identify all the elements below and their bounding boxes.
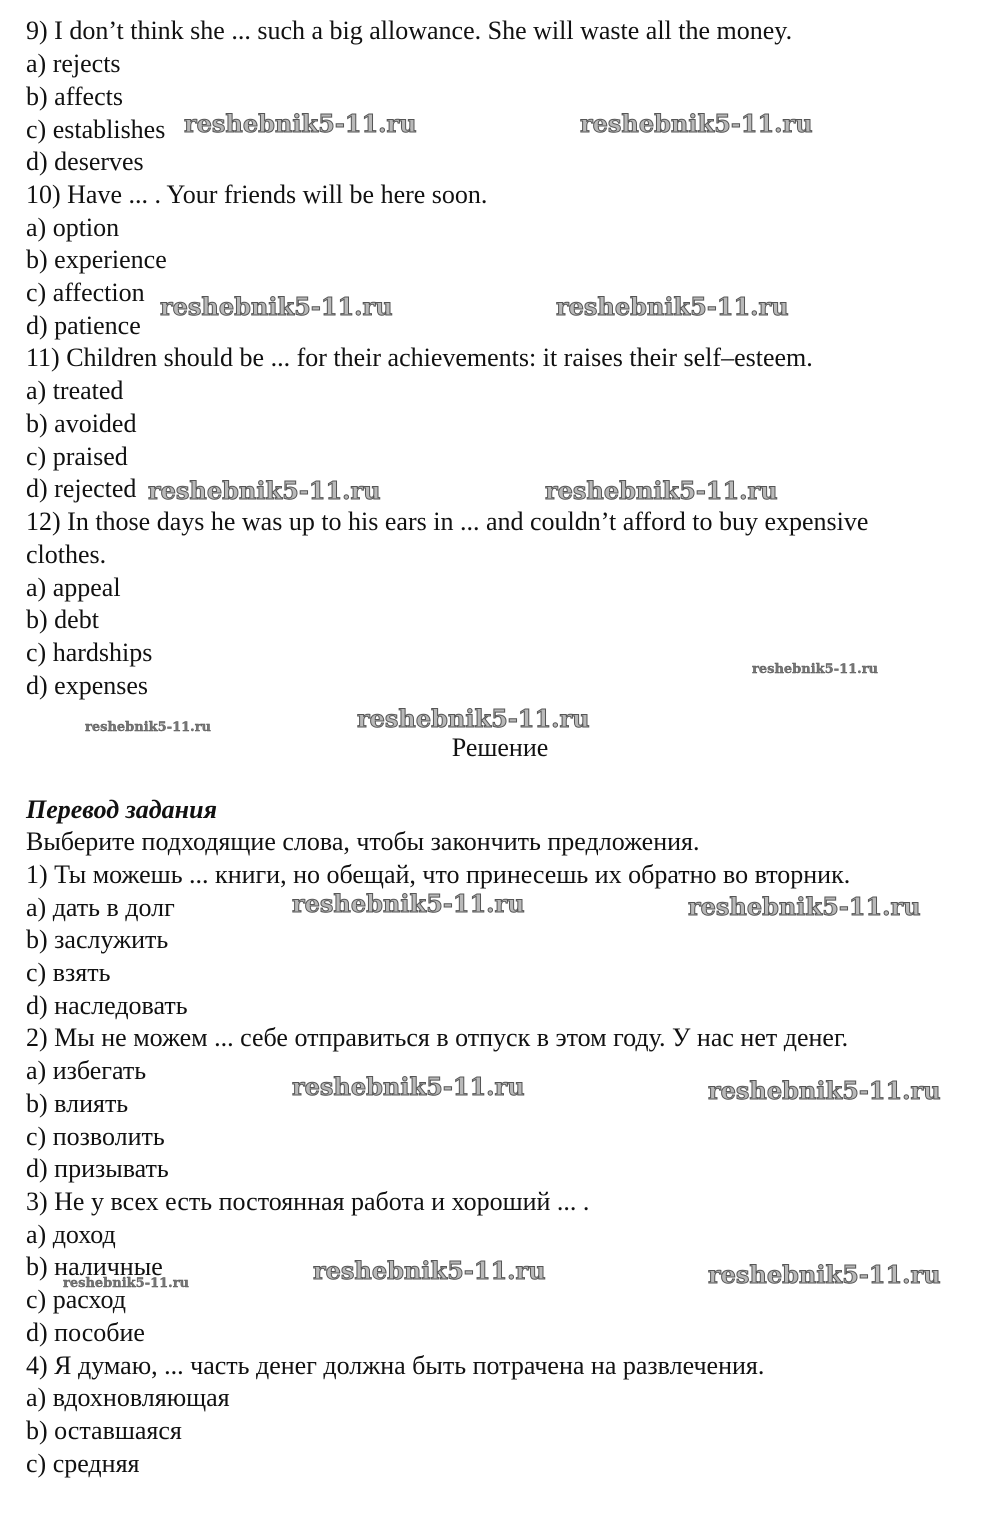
question-9: 9) I don’t think she ... such a big allowance. She will waste all the money. [26,16,793,45]
translation-heading: Перевод задания [26,795,217,824]
option-c: c) hardships [26,638,153,667]
translation-option-d: d) пособие [26,1318,145,1347]
translation-option-b: b) наличные [26,1252,163,1281]
watermark: reshebnik5-11.ru [708,1076,941,1105]
watermark: reshebnik5-11.ru [292,1072,525,1101]
translation-question-1: 1) Ты можешь ... книги, но обещай, что принесешь их обратно во вторник. [26,860,851,889]
question-12: 12) In those days he was up to his ears in ... and couldn’t afford to buy expensive [26,507,869,536]
solution-label: Решение [451,733,549,762]
translation-question-4: 4) Я думаю, ... часть денег должна быть потрачена на развлечения. [26,1351,765,1380]
translation-option-a: a) дать в долг [26,893,175,922]
watermark: reshebnik5-11.ru [292,889,525,918]
option-a: a) appeal [26,573,121,602]
watermark: reshebnik5-11.ru [148,476,381,505]
translation-option-a: a) избегать [26,1056,147,1085]
watermark: reshebnik5-11.ru [545,476,778,505]
translation-option-d: d) наследовать [26,991,188,1020]
translation-question-2: 2) Мы не можем ... себе отправиться в отпуск в этом году. У нас нет денег. [26,1023,849,1052]
watermark: reshebnik5-11.ru [63,1276,190,1291]
translation-instruction: Выберите подходящие слова, чтобы закончить предложения. [26,827,700,856]
watermark: reshebnik5-11.ru [85,720,212,735]
watermark: reshebnik5-11.ru [357,704,590,733]
option-a: a) option [26,213,120,242]
option-c: c) establishes [26,115,166,144]
question-11: 11) Children should be ... for their achievements: it raises their self–esteem. [26,343,813,372]
translation-option-b: b) оставшаяся [26,1416,182,1445]
watermark: reshebnik5-11.ru [184,109,417,138]
watermark: reshebnik5-11.ru [580,109,813,138]
option-b: b) experience [26,245,167,274]
translation-option-a: a) доход [26,1220,116,1249]
option-d: d) deserves [26,147,144,176]
option-a: a) treated [26,376,124,405]
watermark: reshebnik5-11.ru [313,1256,546,1285]
translation-question-3: 3) Не у всех есть постоянная работа и хороший ... . [26,1187,590,1216]
option-a: a) rejects [26,49,121,78]
option-c: c) affection [26,278,145,307]
option-d: d) expenses [26,671,149,700]
translation-option-a: a) вдохновляющая [26,1383,230,1412]
watermark: reshebnik5-11.ru [752,662,879,677]
translation-option-c: c) позволить [26,1122,165,1151]
translation-option-c: c) расход [26,1285,126,1314]
watermark: reshebnik5-11.ru [160,292,393,321]
translation-option-c: c) взять [26,958,111,987]
option-d: d) patience [26,311,141,340]
translation-option-b: b) влиять [26,1089,129,1118]
watermark: reshebnik5-11.ru [556,292,789,321]
option-d: d) rejected [26,474,137,503]
question-10: 10) Have ... . Your friends will be here soon. [26,180,488,209]
watermark: reshebnik5-11.ru [688,892,921,921]
option-b: b) avoided [26,409,137,438]
translation-option-d: d) призывать [26,1154,169,1183]
option-b: b) affects [26,82,123,111]
translation-option-c: c) средняя [26,1449,140,1478]
question-12-cont: clothes. [26,540,107,569]
watermark: reshebnik5-11.ru [708,1260,941,1289]
option-b: b) debt [26,605,99,634]
translation-option-b: b) заслужить [26,925,169,954]
option-c: c) praised [26,442,128,471]
